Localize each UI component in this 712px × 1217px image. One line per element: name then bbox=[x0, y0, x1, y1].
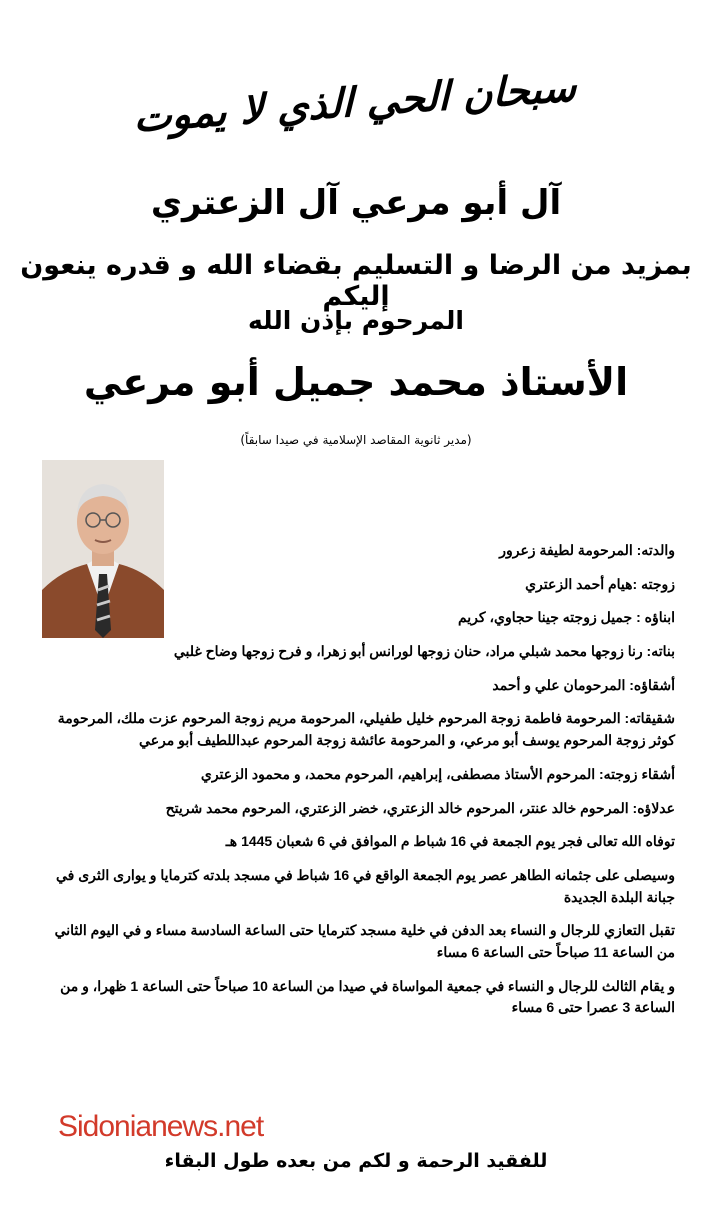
calligraphy-header bbox=[133, 55, 577, 150]
detail-sons: ابناؤه : جميل زوجته جينا حجاوي، كريم bbox=[457, 609, 675, 626]
detail-funeral: وسيصلى على جثمانه الطاهر عصر يوم الجمعة الواقع في 16 شباط في مسجد بلدته كترمايا و يوارى الثرى في جبانة البلدة الجديدة bbox=[55, 866, 675, 905]
calligraphy-text: سبحان الحي الذي لا يموت bbox=[133, 63, 577, 142]
detail-in-laws: عدلاؤه: المرحوم خالد عنتر، المرحوم خالد الزعتري، خضر الزعتري، المرحوم محمد شريتح bbox=[165, 799, 675, 816]
detail-wife-brothers: أشقاء زوجته: المرحوم الأستاذ مصطفى، إبراهيم، المرحوم محمد، و محمود الزعتري bbox=[200, 765, 675, 782]
deceased-title: (مدير ثانوية المقاصد الإسلامية في صيدا سابقاً) bbox=[240, 433, 472, 447]
family-heading: آل أبو مرعي آل الزعتري bbox=[150, 183, 562, 223]
closing-line: للفقيد الرحمة و لكم من بعده طول البقاء bbox=[164, 1150, 548, 1172]
detail-wife: زوجته :هيام أحمد الزعتري bbox=[525, 575, 675, 592]
detail-third-day: و يقام الثالث للرجال و النساء في جمعية المواساة في صيدا من الساعة 10 صباحاً حتى الساعة 1 ظهرا، و من الساعة 3 عصرا حتى 6 مساء bbox=[60, 977, 675, 1016]
obituary-details bbox=[45, 540, 675, 1031]
site-watermark: Sidonianews.net bbox=[58, 1110, 264, 1143]
deceased-name: الأستاذ محمد جميل أبو مرعي bbox=[83, 360, 629, 404]
detail-daughters: بناته: رنا زوجها محمد شبلي مراد، حنان زوجها لورانس أبو زهرا، و فرح زوجها وضاح غلبي bbox=[173, 643, 675, 660]
announcement-line: بمزيد من الرضا و التسليم بقضاء الله و قدره ينعون إليكم bbox=[20, 250, 692, 312]
detail-death-date: توفاه الله تعالى فجر يوم الجمعة في 16 شباط م الموافق في 6 شعبان 1445 هـ bbox=[225, 833, 675, 850]
detail-sisters: شقيقاته: المرحومة فاطمة زوجة المرحوم خليل طفيلي، المرحومة مريم زوجة المرحوم عزت ملك، المرحومة كوثر زوجة المرحوم يوسف أبو مرعي، و المرحومة عائشة زوجة المرحوم عبداللطيف أبو مرعي bbox=[57, 710, 675, 749]
detail-brothers: أشقاؤه: المرحومان علي و أحمد bbox=[492, 676, 675, 693]
detail-mother: والدته: المرحومة لطيفة زعرور bbox=[499, 542, 675, 558]
detail-condolences: تقبل التعازي للرجال و النساء بعد الدفن في خلية مسجد كترمايا حتى الساعة السادسة مساء و في اليوم الثاني من الساعة 11 صباحاً حتى الساعة 6 مساء bbox=[54, 922, 675, 960]
deceased-intro: المرحوم بإذن الله bbox=[248, 306, 464, 335]
